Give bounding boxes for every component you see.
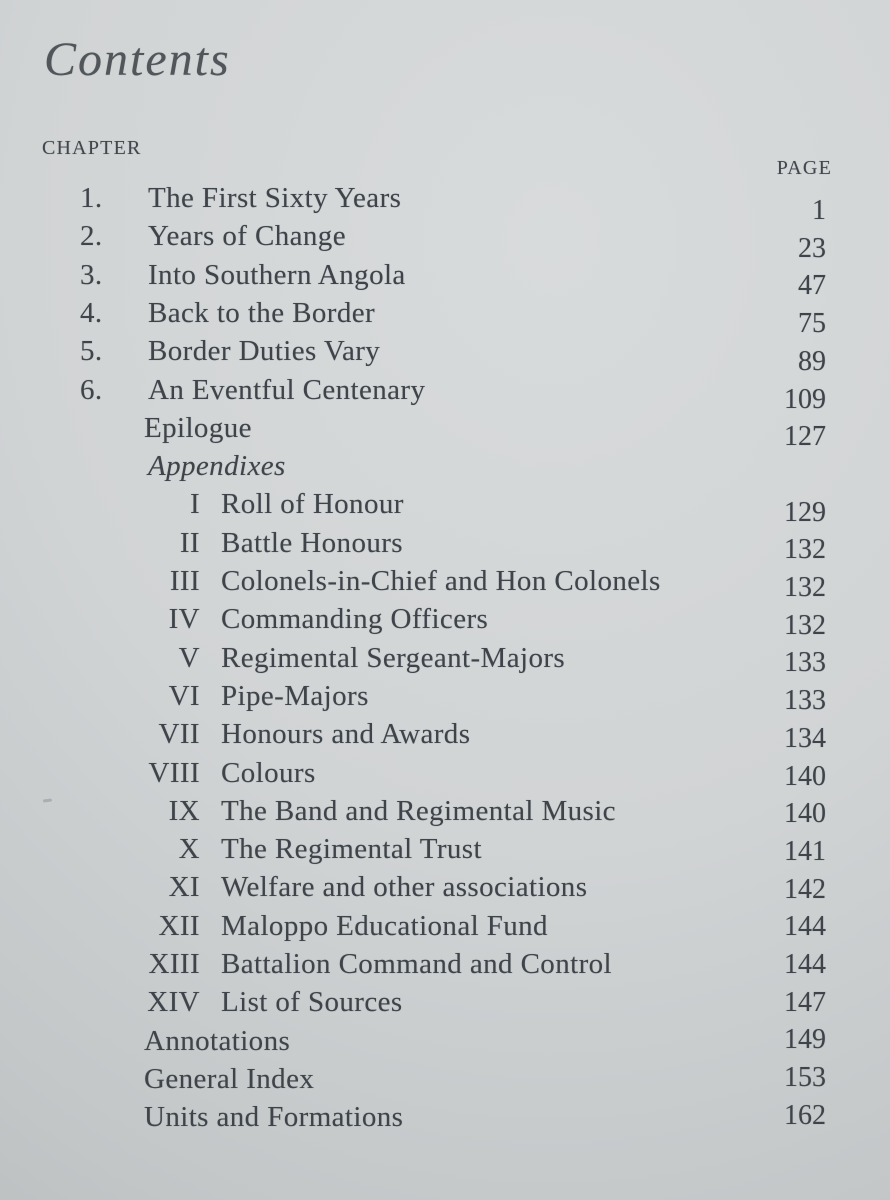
entry-title: Honours and Awards — [221, 718, 471, 751]
entry-title: Regimental Sergeant-Majors — [221, 641, 566, 674]
entry-page-number: 153 — [784, 1062, 826, 1094]
entry-title: The Regimental Trust — [221, 833, 482, 866]
entry-label: IX — [168, 794, 200, 827]
entry-label: VI — [168, 679, 200, 712]
entry-label: 3. — [80, 258, 103, 291]
entry-page-number: 47 — [798, 270, 826, 302]
entry-label: III — [169, 565, 200, 597]
entry-title: List of Sources — [221, 986, 403, 1019]
entry-title: Appendixes — [148, 450, 286, 483]
page-column-header: PAGE — [776, 157, 832, 179]
entry-title: General Index — [144, 1062, 315, 1095]
entry-title: Colours — [221, 756, 316, 789]
entry-label: VII — [158, 718, 200, 751]
entry-page-number: 149 — [784, 1024, 826, 1056]
entry-title: Back to the Border — [148, 296, 376, 329]
entry-label: 5. — [80, 335, 103, 368]
entry-label: 2. — [80, 220, 103, 253]
entry-page-number: 142 — [784, 873, 826, 905]
entry-label: IV — [168, 603, 200, 636]
entry-title: Battle Honours — [221, 526, 403, 559]
entry-label: V — [178, 641, 200, 674]
entry-title: Pipe-Majors — [221, 679, 369, 712]
entry-title: Roll of Honour — [221, 488, 404, 521]
entry-label: XIII — [148, 948, 200, 980]
entry-title: Commanding Officers — [221, 603, 489, 636]
entry-title: Maloppo Educational Fund — [221, 909, 548, 942]
entry-label: I — [189, 488, 200, 521]
entry-label: XIV — [147, 986, 200, 1019]
entry-label: 6. — [80, 373, 103, 406]
entry-title: Battalion Command and Control — [221, 948, 612, 980]
entry-page-number: 89 — [798, 345, 826, 377]
entry-title: An Eventful Centenary — [148, 373, 426, 406]
entry-page-number: 144 — [784, 911, 826, 943]
entry-title: Welfare and other associations — [221, 871, 588, 904]
entry-page-number: 162 — [784, 1099, 826, 1131]
entry-title: Annotations — [144, 1024, 291, 1057]
entry-page-number: 75 — [798, 308, 826, 340]
entry-title: Epilogue — [144, 411, 252, 444]
entry-page-number: 132 — [784, 609, 826, 641]
entry-label: 1. — [80, 182, 103, 214]
entry-label: XI — [168, 871, 200, 904]
entry-title: Colonels-in-Chief and Hon Colonels — [221, 565, 661, 597]
entry-label: X — [178, 833, 200, 866]
entry-title: The First Sixty Years — [148, 182, 402, 214]
entry-title: Into Southern Angola — [148, 258, 406, 291]
entry-page-number: 144 — [784, 949, 826, 980]
entry-page-number: 140 — [784, 798, 826, 830]
entry-page-number: 132 — [784, 572, 826, 603]
entry-title: Years of Change — [148, 220, 346, 253]
toc-row — [0, 451, 890, 491]
chapter-column-header: CHAPTER — [42, 137, 142, 159]
entry-page-number: 141 — [784, 835, 826, 867]
entry-page-number: 109 — [784, 383, 826, 415]
entry-label: 4. — [80, 296, 103, 329]
entry-page-number: 23 — [798, 232, 826, 264]
entry-label: VIII — [148, 756, 200, 789]
page-title: Contents — [44, 33, 231, 86]
entry-page-number: 1 — [812, 195, 826, 226]
entry-page-number: 147 — [784, 986, 826, 1018]
entry-title: Border Duties Vary — [148, 335, 381, 368]
entry-page-number: 129 — [784, 496, 826, 528]
entry-label: XII — [158, 909, 200, 942]
entry-page-number: 134 — [784, 722, 826, 754]
entry-page-number: 133 — [784, 647, 826, 679]
entry-label: II — [179, 526, 200, 559]
entry-page-number: 127 — [784, 421, 826, 453]
entry-title: Units and Formations — [144, 1101, 404, 1134]
entry-page-number: 133 — [784, 685, 826, 717]
entry-title: The Band and Regimental Music — [221, 794, 616, 827]
entry-page-number: 140 — [784, 760, 826, 792]
entry-page-number: 132 — [784, 534, 826, 566]
